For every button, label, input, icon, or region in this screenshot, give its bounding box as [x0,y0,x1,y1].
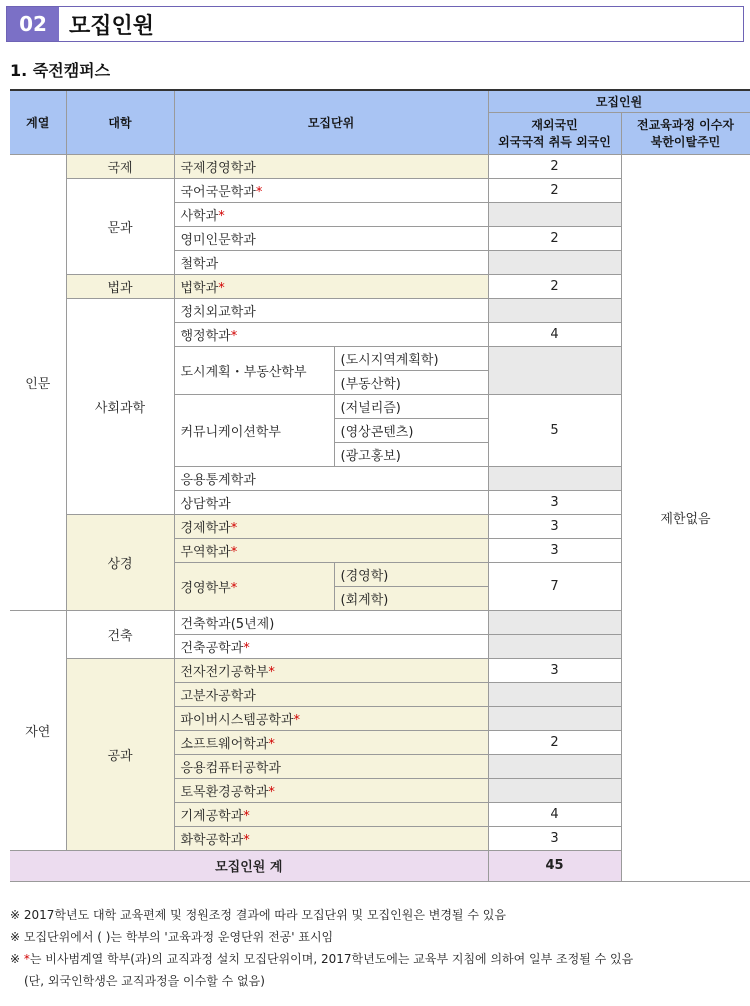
unit-name: 법학과 [180,280,219,296]
teaching-mark: * [243,640,250,656]
unit-name: 화학공학과 [180,832,244,848]
note-1: ※ 2017학년도 대학 교육편제 및 정원조정 결과에 따라 모집단위 및 모집인원은 변경될 수 있음 [10,908,506,922]
quota-cell: 2 [488,274,621,298]
quota-cell: 2 [488,730,621,754]
teaching-mark: * [243,832,250,848]
unit-name: 정치외교학과 [180,304,256,320]
quota-cell: 7 [488,562,621,610]
unit-name: 영미인문학과 [180,232,256,248]
unit-name: 토목환경공학과 [180,784,269,800]
recruitment-table [10,89,750,882]
unit-cell [174,274,488,298]
quota-cell: 3 [488,826,621,850]
quota-cell [488,202,621,226]
section-header [6,6,744,42]
table-row [10,154,750,178]
unit-cell [174,538,488,562]
unit-name: 경영학부 [180,580,231,596]
unit-cell [174,178,488,202]
college-law: 법과 [66,274,174,298]
header-unit: 모집단위 [174,90,488,154]
quota-cell [488,754,621,778]
field-humanities: 인문 [10,154,66,610]
quota-cell: 2 [488,226,621,250]
note-3-prefix: ※ [10,952,24,966]
college-liberal: 문과 [66,178,174,274]
unit-name: 소프트웨어학과 [180,736,269,752]
unit-name: 철학과 [180,256,219,272]
quota-cell: 3 [488,538,621,562]
quota-cell [488,250,621,274]
unit-name: 기계공학과 [180,808,244,824]
teaching-mark: * [255,184,263,200]
quota-cell [488,466,621,490]
unit-name: 사학과 [180,208,219,224]
quota-cell [488,610,621,634]
college-social: 사회과학 [66,298,174,514]
unit-cell [174,466,488,490]
unit-cell [174,778,488,802]
major-cell: (영상콘텐츠) [334,418,488,442]
unit-name: 전자전기공학부 [180,664,269,680]
unit-name: 건축학과(5년제) [180,616,275,632]
teaching-mark: * [230,544,238,560]
teaching-mark: * [243,808,250,824]
teaching-mark: * [268,736,275,752]
quota-cell: 5 [488,394,621,466]
section-title: 모집인원 [69,13,155,39]
quota-cell [488,682,621,706]
section-number: 02 [7,7,59,41]
unit-cell [174,394,334,466]
unit-cell [174,346,334,394]
quota-cell [488,778,621,802]
unit-name: 상담학과 [180,496,231,512]
no-limit-cell: 제한없음 [621,154,750,881]
header-other-line2: 북한이탈주민 [650,135,721,149]
unit-cell [174,490,488,514]
unit-cell [174,706,488,730]
unit-name: 국제경영학과 [180,160,256,176]
unit-cell [174,634,488,658]
unit-cell [174,250,488,274]
unit-name: 국어국문학과 [180,184,256,200]
unit-cell [174,562,334,610]
teaching-mark: * [218,208,225,224]
note-3-star: * [23,952,30,966]
header-foreign-line1: 재외국민 [531,118,578,132]
note-3-text: 는 비사범계열 학부(과)의 교직과정 설치 모집단위이며, 2017학년도에는 교육부 지침에 의하여 일부 조정될 수 있음 [29,952,634,966]
unit-name: 도시계획・부동산학부 [180,364,307,380]
teaching-mark: * [218,280,225,296]
college-intl: 국제 [66,154,174,178]
note-3 [10,948,633,970]
teaching-mark: * [268,664,275,680]
unit-cell [174,826,488,850]
unit-name: 커뮤니케이션학부 [180,424,281,440]
unit-cell [174,658,488,682]
quota-cell: 4 [488,322,621,346]
college-arch: 건축 [66,610,174,658]
unit-name: 건축공학과 [180,640,244,656]
total-label: 모집인원 계 [10,850,488,881]
quota-cell [488,706,621,730]
field-natural: 자연 [10,610,66,850]
major-cell: (광고홍보) [334,442,488,466]
header-other [621,112,750,154]
unit-cell [174,730,488,754]
unit-name: 파이버시스템공학과 [180,712,294,728]
teaching-mark: * [230,580,238,596]
unit-name: 응용컴퓨터공학과 [180,760,281,776]
quota-cell [488,346,621,394]
quota-cell [488,634,621,658]
major-cell: (경영학) [334,562,488,586]
quota-cell: 3 [488,514,621,538]
quota-cell: 2 [488,178,621,202]
quota-cell: 4 [488,802,621,826]
quota-cell: 3 [488,658,621,682]
unit-cell [174,802,488,826]
header-college: 대학 [66,90,174,154]
teaching-mark: * [293,712,301,728]
note-2: ※ 모집단위에서 ( )는 학부의 '교육과정 운영단위 전공' 표시임 [10,930,334,944]
unit-name: 응용통계학과 [180,472,256,488]
unit-name: 경제학과 [180,520,231,536]
major-cell: (부동산학) [334,370,488,394]
unit-cell [174,514,488,538]
header-field: 계열 [10,90,66,154]
note-4: (단, 외국인학생은 교직과정을 이수할 수 없음) [24,974,265,988]
subsection-title: 1. 죽전캠퍼스 [10,61,111,80]
major-cell: (저널리즘) [334,394,488,418]
teaching-mark: * [230,520,238,536]
quota-cell [488,298,621,322]
college-biz: 상경 [66,514,174,610]
header-foreign-line2: 외국국적 취득 외국인 [498,135,611,149]
unit-cell [174,226,488,250]
unit-name: 고분자공학과 [180,688,256,704]
unit-cell [174,322,488,346]
unit-cell [174,754,488,778]
major-cell: (도시지역계획학) [334,346,488,370]
unit-cell [174,610,488,634]
teaching-mark: * [230,328,238,344]
unit-cell [174,298,488,322]
unit-cell [174,202,488,226]
major-cell: (회계학) [334,586,488,610]
unit-name: 무역학과 [180,544,231,560]
footnotes [10,904,633,992]
unit-cell [174,154,488,178]
quota-cell: 2 [488,154,621,178]
header-other-line1: 전교육과정 이수자 [637,118,734,132]
total-value: 45 [488,850,621,881]
unit-name: 행정학과 [180,328,231,344]
header-quota-group: 모집인원 [488,90,750,112]
header-foreign [488,112,621,154]
unit-cell [174,682,488,706]
teaching-mark: * [268,784,275,800]
quota-cell: 3 [488,490,621,514]
college-eng: 공과 [66,658,174,850]
